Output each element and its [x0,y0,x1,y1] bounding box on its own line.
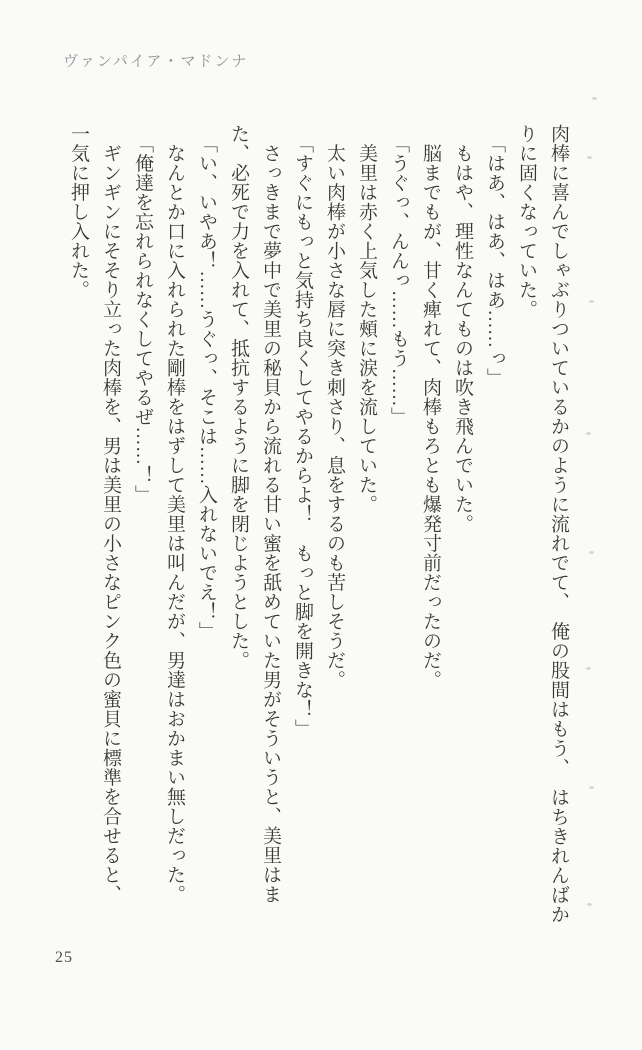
scan-speck [587,156,592,159]
text-column: た、必死で力を入れて、抵抗するように脚を閉じようとした。 [228,124,249,670]
text-column: もはや、理性なんてものは吹き飛んでいた。 [452,124,473,534]
text-column: さっきまで夢中で美里の秘貝から流れる甘い蜜を舐めていた男がそういうと、美里はま [260,124,281,904]
page-number: 25 [55,949,73,966]
scan-speck [586,432,591,435]
text-column: 一気に押し入れた。 [68,124,89,300]
text-column: なんとか口に入れられた剛棒をはずして美里は叫んだが、男達はおかまい無しだった。 [164,124,185,904]
text-column: 美里は赤く上気した頰に涙を流していた。 [356,124,377,514]
text-column: りに固くなっていた。 [516,124,537,319]
text-column: 「はあ、はあ、はあ……っ」 [484,124,505,388]
scan-speck [589,300,594,303]
scan-speck [592,97,597,100]
running-header-title: ヴァンパイア・マドンナ [63,54,249,70]
text-column: 「すぐにもっと気持ち良くしてやるからよ！ もっと脚を開きな！」 [292,124,313,739]
scan-speck [586,667,591,670]
text-column: 肉棒に喜んでしゃぶりついているかのように流れでて、 俺の股間はもう、 はちきれんばか [548,124,569,924]
text-column: 脳までもが、甘く痺れて、肉棒もろとも爆発寸前だったのだ。 [420,124,441,690]
text-column: 太い肉棒が小さな唇に突き刺さり、息をするのも苦しそうだ。 [324,124,345,690]
text-column: 「うぐっ、んんっ……もう……」 [388,124,409,427]
text-column: ギンギンにそそり立った肉棒を、男は美里の小さなピンク色の蜜貝に標準を合せると、 [100,124,121,904]
scan-speck [589,786,594,789]
scan-speck [587,903,592,906]
text-column: 「い、いやあ！……うぐっ、そこは……入れないでえ！」 [196,124,217,641]
text-column: 「俺達を忘れられなくしてやるぜ……！」 [132,124,153,505]
novel-text-body [62,124,574,959]
scan-speck [589,551,594,554]
